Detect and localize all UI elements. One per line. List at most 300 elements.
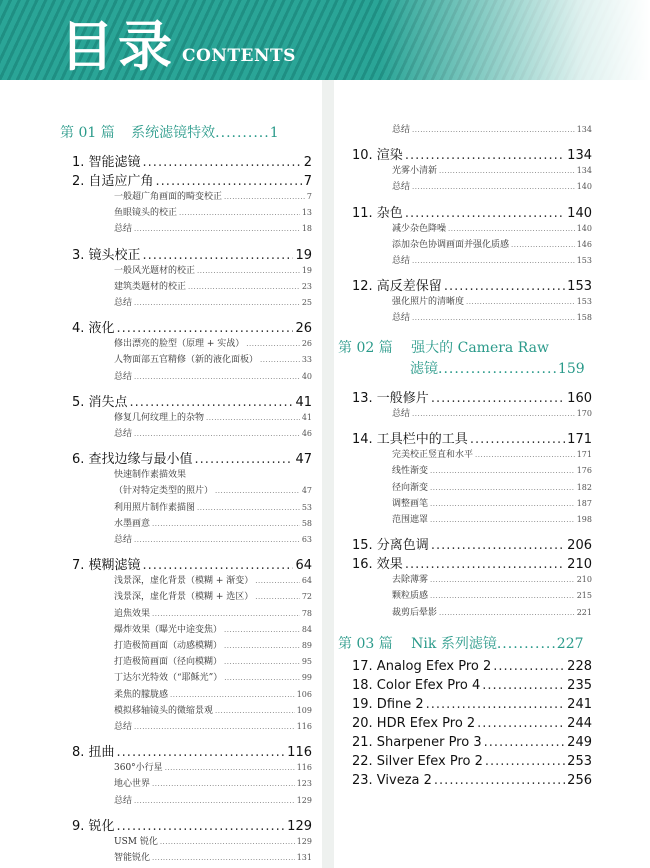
dot-leader xyxy=(195,452,294,467)
entry-title: 3. 镜头校正 xyxy=(72,247,141,263)
part-page: 1 xyxy=(269,125,279,141)
dot-leader xyxy=(511,241,575,249)
dot-leader xyxy=(426,697,566,712)
dot-leader xyxy=(152,854,295,862)
entry-title: 丁达尔光特效（“耶稣光”） xyxy=(114,673,223,684)
entry-page: 116 xyxy=(287,745,312,761)
entry-title: 快速制作素描效果 xyxy=(114,470,187,481)
toc-section-entry[interactable] xyxy=(114,760,312,773)
toc-section-entry[interactable] xyxy=(114,352,312,365)
entry-title: 范围遮罩 xyxy=(392,515,429,525)
entry-title: 鱼眼镜头的校正 xyxy=(114,208,178,219)
dot-leader xyxy=(448,225,575,233)
entry-title: 4. 液化 xyxy=(72,321,115,337)
entry-page: 46 xyxy=(301,429,312,438)
toc-chapter-entry[interactable] xyxy=(352,534,592,553)
toc-section-entry[interactable] xyxy=(392,237,592,250)
entry-page: 210 xyxy=(576,575,592,585)
toc-section-entry[interactable] xyxy=(114,638,312,651)
toc-chapter-entry[interactable] xyxy=(72,317,312,336)
toc-section-entry[interactable] xyxy=(392,221,592,234)
toc-chapter-entry[interactable] xyxy=(352,735,592,750)
entry-title: 打造极简画面（动感模糊） xyxy=(114,641,223,651)
entry-title: 光雾小清新 xyxy=(392,166,438,177)
part-leader: ...................... xyxy=(438,361,558,377)
entry-page: 129 xyxy=(296,836,312,846)
dot-leader xyxy=(134,225,300,233)
toc-chapter-entry[interactable] xyxy=(352,553,592,572)
dot-leader xyxy=(134,430,300,438)
entry-title: 6. 查找边缘与最小值 xyxy=(72,452,193,468)
toc-chapter-entry[interactable] xyxy=(72,151,312,170)
entry-page: 171 xyxy=(576,450,592,460)
dot-leader xyxy=(477,716,565,731)
part-label: 第 01 篇 xyxy=(60,125,115,141)
entry-page: 2 xyxy=(303,155,312,170)
dot-leader xyxy=(152,520,300,528)
dot-leader xyxy=(134,373,300,381)
dot-leader xyxy=(493,659,565,674)
entry-title: 修出漂亮的脸型（原理 + 实战） xyxy=(114,339,245,350)
dot-leader xyxy=(255,593,300,601)
entry-page: 140 xyxy=(576,223,592,233)
toc-chapter-entry[interactable] xyxy=(352,754,592,769)
entry-title: 7. 模糊滤镜 xyxy=(72,558,141,574)
entry-page: 210 xyxy=(567,557,592,573)
entry-page: 129 xyxy=(296,795,312,805)
toc-section-entry[interactable] xyxy=(114,793,312,806)
toc-section-entry[interactable] xyxy=(114,703,312,716)
entry-title: 总结 xyxy=(114,535,133,545)
dot-leader xyxy=(405,206,565,221)
part-leader: .......... xyxy=(215,125,270,141)
part-heading-02-line2[interactable] xyxy=(410,358,585,378)
toc-section-entry[interactable] xyxy=(114,719,312,732)
entry-page: 182 xyxy=(576,482,592,492)
dot-leader xyxy=(466,298,575,306)
entry-title: 18. Color Efex Pro 4 xyxy=(352,678,481,693)
entry-page: 160 xyxy=(567,391,592,406)
entry-title: 总结 xyxy=(114,795,133,806)
entry-title: 13. 一般修片 xyxy=(352,391,429,406)
toc-section-entry[interactable] xyxy=(114,483,312,496)
dot-leader xyxy=(430,592,575,600)
toc-section-entry[interactable] xyxy=(114,426,312,439)
entry-title: 一般超广角画面的畸变校正 xyxy=(114,192,223,202)
dot-leader xyxy=(143,558,294,573)
entry-page: 19 xyxy=(301,265,312,275)
entry-title: 径向渐变 xyxy=(392,482,429,493)
entry-title: 建筑类题材的校正 xyxy=(114,281,187,292)
entry-title: 追焦效果 xyxy=(114,608,151,619)
entry-page: 153 xyxy=(576,256,592,265)
entry-page: 7 xyxy=(306,192,312,201)
toc-section-entry[interactable] xyxy=(392,512,592,525)
part-heading-02[interactable] xyxy=(338,337,549,357)
entry-title: 23. Viveza 2 xyxy=(352,773,432,788)
entry-page: 23 xyxy=(301,281,312,291)
toc-section-entry[interactable] xyxy=(114,516,312,529)
toc-section-entry[interactable] xyxy=(114,834,312,847)
entry-title: 浅景深，虚化背景（模糊 + 渐变） xyxy=(114,576,254,587)
entry-title: 21. Sharpener Pro 3 xyxy=(352,735,482,750)
dot-leader xyxy=(134,797,295,805)
dot-leader xyxy=(165,764,295,772)
entry-page: 129 xyxy=(287,818,312,834)
dot-leader xyxy=(152,780,295,788)
toc-chapter-entry[interactable] xyxy=(352,773,592,788)
dot-leader xyxy=(215,487,300,495)
toc-section-entry[interactable] xyxy=(114,589,312,602)
entry-title: 利用照片制作素描图 xyxy=(114,502,196,513)
dot-leader xyxy=(430,467,575,475)
toc-chapter-entry[interactable] xyxy=(72,170,312,189)
entry-page: 187 xyxy=(576,498,592,508)
entry-title: 360°小行星 xyxy=(114,763,163,774)
toc-section-entry[interactable] xyxy=(392,480,592,493)
entry-title: 减少杂色降噪 xyxy=(392,223,447,234)
dot-leader xyxy=(206,414,300,422)
dot-leader xyxy=(430,484,575,492)
entry-title: 总结 xyxy=(392,125,411,135)
entry-page: 140 xyxy=(567,205,592,221)
entry-title: 模拟移轴镜头的微缩景观 xyxy=(114,705,214,716)
toc-chapter-entry[interactable] xyxy=(352,428,592,447)
toc-section-entry[interactable] xyxy=(392,605,592,618)
entry-page: 109 xyxy=(296,705,312,715)
toc-chapter-entry[interactable] xyxy=(352,697,592,712)
entry-title: 地心世界 xyxy=(114,779,151,790)
dot-leader xyxy=(215,707,295,715)
entry-title: 22. Silver Efex Pro 2 xyxy=(352,754,483,769)
entry-title: 总结 xyxy=(392,313,411,324)
toc-section-entry[interactable] xyxy=(392,122,592,135)
dot-leader xyxy=(485,754,565,769)
entry-page: 13 xyxy=(301,208,312,218)
part-title: Nik 系列滤镜 xyxy=(411,636,497,652)
entry-title: USM 锐化 xyxy=(114,836,158,847)
entry-page: 41 xyxy=(295,394,312,410)
dot-leader xyxy=(160,838,295,846)
entry-page: 7 xyxy=(303,174,312,189)
dot-leader xyxy=(117,321,294,336)
toc-chapter-entry[interactable] xyxy=(72,815,312,834)
entry-title: 去除薄雾 xyxy=(392,575,429,586)
part-title-2: 滤镜 xyxy=(410,361,438,377)
toc-section-entry[interactable] xyxy=(114,622,312,635)
entry-page: 206 xyxy=(567,538,592,554)
entry-page: 116 xyxy=(296,763,312,773)
entry-title: 5. 消失点 xyxy=(72,394,128,410)
toc-section-entry[interactable] xyxy=(114,205,312,218)
entry-page: 40 xyxy=(301,371,312,381)
entry-title: 人物面部五官精修（新的液化面板） xyxy=(114,355,259,366)
part-heading-01[interactable] xyxy=(60,122,279,142)
dot-leader xyxy=(439,609,575,617)
entry-title: 17. Analog Efex Pro 2 xyxy=(352,659,492,674)
entry-page: 221 xyxy=(576,607,592,617)
dot-leader xyxy=(405,557,565,572)
toc-section-entry[interactable] xyxy=(114,369,312,382)
entry-page: 25 xyxy=(301,298,312,307)
dot-leader xyxy=(224,626,300,634)
entry-title: 14. 工具栏中的工具 xyxy=(352,432,468,448)
toc-chapter-entry[interactable] xyxy=(72,554,312,573)
toc-section-entry[interactable] xyxy=(392,294,592,307)
toc-section-entry[interactable] xyxy=(392,463,592,476)
dot-leader xyxy=(470,432,565,447)
entry-page: 106 xyxy=(296,689,312,699)
entry-title: 11. 杂色 xyxy=(352,205,403,221)
entry-title: 打造极简画面（径向模糊） xyxy=(114,657,223,668)
entry-title: 柔焦的朦胧感 xyxy=(114,689,169,700)
entry-title: 总结 xyxy=(392,182,411,193)
entry-title: 16. 效果 xyxy=(352,557,403,573)
toc-chapter-entry[interactable] xyxy=(72,391,312,410)
entry-page: 72 xyxy=(301,592,312,602)
entry-title: 总结 xyxy=(114,298,133,308)
toc-section-entry[interactable] xyxy=(114,500,312,513)
dot-leader xyxy=(130,395,294,410)
entry-page: 158 xyxy=(576,313,592,323)
toc-chapter-entry[interactable] xyxy=(352,659,592,674)
entry-title: 20. HDR Efex Pro 2 xyxy=(352,716,476,731)
entry-page: 89 xyxy=(301,641,312,650)
toc-section-entry[interactable] xyxy=(392,447,592,460)
entry-page: 215 xyxy=(576,591,592,601)
entry-title: 12. 高反差保留 xyxy=(352,279,442,295)
toc-section-entry[interactable] xyxy=(392,310,592,323)
dot-leader xyxy=(444,279,565,294)
toc-section-entry[interactable] xyxy=(392,496,592,509)
dot-leader xyxy=(170,691,295,699)
dot-leader xyxy=(434,773,565,788)
entry-page: 131 xyxy=(296,853,312,862)
part-title: 强大的 Camera Raw xyxy=(411,340,549,356)
entry-page: 256 xyxy=(567,773,592,788)
dot-leader xyxy=(134,299,300,307)
toc-chapter-entry[interactable] xyxy=(352,678,592,693)
header-banner xyxy=(0,0,650,80)
entry-page: 64 xyxy=(301,576,312,586)
entry-title: 15. 分离色调 xyxy=(352,538,429,554)
toc-section-entry[interactable] xyxy=(392,179,592,192)
entry-page: 140 xyxy=(576,182,592,192)
toc-section-entry[interactable] xyxy=(114,606,312,619)
entry-title: 总结 xyxy=(114,722,133,732)
toc-section-entry[interactable] xyxy=(114,532,312,545)
dot-leader xyxy=(224,193,305,201)
entry-page: 58 xyxy=(301,518,312,528)
toc-section-entry[interactable] xyxy=(114,410,312,423)
entry-page: 134 xyxy=(576,125,592,134)
toc-chapter-entry[interactable] xyxy=(72,244,312,263)
part-heading-03[interactable] xyxy=(338,633,584,653)
entry-title: （针对特定类型的照片） xyxy=(114,486,214,497)
entry-page: 41 xyxy=(301,412,312,422)
toc-section-entry[interactable] xyxy=(114,776,312,789)
dot-leader xyxy=(412,257,575,265)
entry-title: 调整画笔 xyxy=(392,498,429,509)
entry-title: 裁剪后晕影 xyxy=(392,607,438,618)
part-page: 159 xyxy=(557,361,585,377)
toc-chapter-entry[interactable] xyxy=(352,387,592,406)
part-leader: ........... xyxy=(496,636,557,652)
dot-leader xyxy=(475,451,575,459)
toc-section-entry[interactable] xyxy=(392,406,592,419)
entry-page: 153 xyxy=(567,279,592,295)
dot-leader xyxy=(405,148,565,163)
dot-leader xyxy=(134,723,295,731)
dot-leader xyxy=(255,577,300,585)
entry-page: 84 xyxy=(301,624,312,634)
header-fade xyxy=(380,0,650,80)
entry-title: 添加杂色协调画面并强化质感 xyxy=(392,239,510,250)
toc-section-entry[interactable] xyxy=(392,253,592,266)
part-title: 系统滤镜特效 xyxy=(131,125,216,141)
entry-title: 爆炸效果（曝光中途变焦） xyxy=(114,624,223,635)
dot-leader xyxy=(152,610,300,618)
entry-page: 134 xyxy=(576,166,592,176)
entry-title: 修复几何纹理上的杂物 xyxy=(114,412,205,423)
entry-page: 99 xyxy=(301,673,312,683)
dot-leader xyxy=(224,642,300,650)
entry-page: 95 xyxy=(301,657,312,667)
toc-section-entry[interactable] xyxy=(114,467,312,480)
toc-section-entry[interactable] xyxy=(114,279,312,292)
dot-leader xyxy=(439,167,575,175)
dot-leader xyxy=(430,500,575,508)
toc-section-entry[interactable] xyxy=(114,687,312,700)
toc-chapter-entry[interactable] xyxy=(72,448,312,467)
entry-title: 8. 扭曲 xyxy=(72,745,115,761)
entry-page: 170 xyxy=(576,409,592,418)
entry-title: 9. 锐化 xyxy=(72,818,115,834)
entry-title: 完美校正竖直和水平 xyxy=(392,450,474,461)
dot-leader xyxy=(412,410,575,418)
entry-page: 198 xyxy=(576,515,592,524)
entry-page: 19 xyxy=(295,247,312,263)
toc-section-entry[interactable] xyxy=(392,572,592,585)
entry-title: 浅景深，虚化背景（模糊 + 选区） xyxy=(114,592,254,603)
dot-leader xyxy=(430,576,575,584)
dot-leader xyxy=(412,126,575,134)
entry-page: 53 xyxy=(301,502,312,512)
part-page: 227 xyxy=(556,636,584,652)
dot-leader xyxy=(143,248,294,263)
entry-page: 228 xyxy=(567,659,592,674)
toc-chapter-entry[interactable] xyxy=(352,716,592,731)
entry-page: 171 xyxy=(567,432,592,448)
page-title: 目录 xyxy=(60,15,176,78)
dot-leader xyxy=(117,819,286,834)
toc-section-entry[interactable] xyxy=(114,336,312,349)
entry-title: 线性渐变 xyxy=(392,466,429,477)
entry-page: 47 xyxy=(301,486,312,496)
entry-title: 强化照片的清晰度 xyxy=(392,297,465,308)
dot-leader xyxy=(412,314,575,322)
toc-chapter-entry[interactable] xyxy=(352,144,592,163)
dot-leader xyxy=(188,283,300,291)
toc-section-entry[interactable] xyxy=(392,163,592,176)
toc-section-entry[interactable] xyxy=(392,588,592,601)
entry-title: 总结 xyxy=(114,429,133,439)
dot-leader xyxy=(431,538,565,553)
entry-title: 总结 xyxy=(392,256,411,266)
entry-title: 水墨画意 xyxy=(114,518,151,529)
toc-chapter-entry[interactable] xyxy=(72,741,312,760)
entry-title: 一般风光题材的校正 xyxy=(114,265,196,276)
entry-page: 33 xyxy=(301,355,312,365)
entry-page: 63 xyxy=(301,535,312,544)
entry-page: 123 xyxy=(296,779,312,789)
entry-page: 176 xyxy=(576,466,592,476)
toc-section-entry[interactable] xyxy=(114,221,312,234)
entry-page: 64 xyxy=(295,558,312,574)
dot-leader xyxy=(224,674,300,682)
entry-page: 26 xyxy=(301,339,312,349)
dot-leader xyxy=(117,745,286,760)
column-divider xyxy=(322,80,334,868)
entry-page: 241 xyxy=(567,697,592,712)
dot-leader xyxy=(224,658,300,666)
entry-page: 249 xyxy=(567,735,592,750)
toc-chapter-entry[interactable] xyxy=(352,202,592,221)
entry-page: 253 xyxy=(567,754,592,769)
toc-section-entry[interactable] xyxy=(114,670,312,683)
dot-leader xyxy=(134,536,300,544)
part-label: 第 02 篇 xyxy=(338,340,393,356)
entry-title: 10. 渲染 xyxy=(352,148,403,164)
dot-leader xyxy=(143,155,302,170)
dot-leader xyxy=(260,356,300,364)
toc-chapter-entry[interactable] xyxy=(352,275,592,294)
dot-leader xyxy=(431,391,565,406)
toc-section-entry[interactable] xyxy=(114,189,312,202)
entry-page: 18 xyxy=(301,224,312,234)
entry-page: 146 xyxy=(576,239,592,249)
part-label: 第 03 篇 xyxy=(338,636,393,652)
entry-title: 1. 智能滤镜 xyxy=(72,155,141,170)
entry-page: 116 xyxy=(296,722,312,731)
entry-title: 总结 xyxy=(114,224,133,235)
entry-page: 134 xyxy=(567,148,592,164)
dot-leader xyxy=(482,678,565,693)
toc-section-entry[interactable] xyxy=(114,573,312,586)
entry-title: 总结 xyxy=(114,371,133,382)
entry-title: 颗粒质感 xyxy=(392,591,429,602)
entry-page: 153 xyxy=(576,297,592,307)
entry-page: 78 xyxy=(301,608,312,618)
entry-title: 19. Dfine 2 xyxy=(352,697,424,712)
dot-leader xyxy=(197,267,300,275)
toc-section-entry[interactable] xyxy=(114,263,312,276)
dot-leader xyxy=(484,735,566,750)
entry-title: 智能锐化 xyxy=(114,853,151,863)
entry-page: 26 xyxy=(295,321,312,337)
dot-leader xyxy=(412,183,575,191)
dot-leader xyxy=(197,504,300,512)
dot-leader xyxy=(246,340,300,348)
entry-page: 244 xyxy=(567,716,592,731)
toc-section-entry[interactable] xyxy=(114,295,312,308)
dot-leader xyxy=(430,516,575,524)
entry-title: 总结 xyxy=(392,409,411,419)
dot-leader xyxy=(156,174,302,189)
toc-section-entry[interactable] xyxy=(114,850,312,863)
dot-leader xyxy=(179,209,300,217)
toc-section-entry[interactable] xyxy=(114,654,312,667)
